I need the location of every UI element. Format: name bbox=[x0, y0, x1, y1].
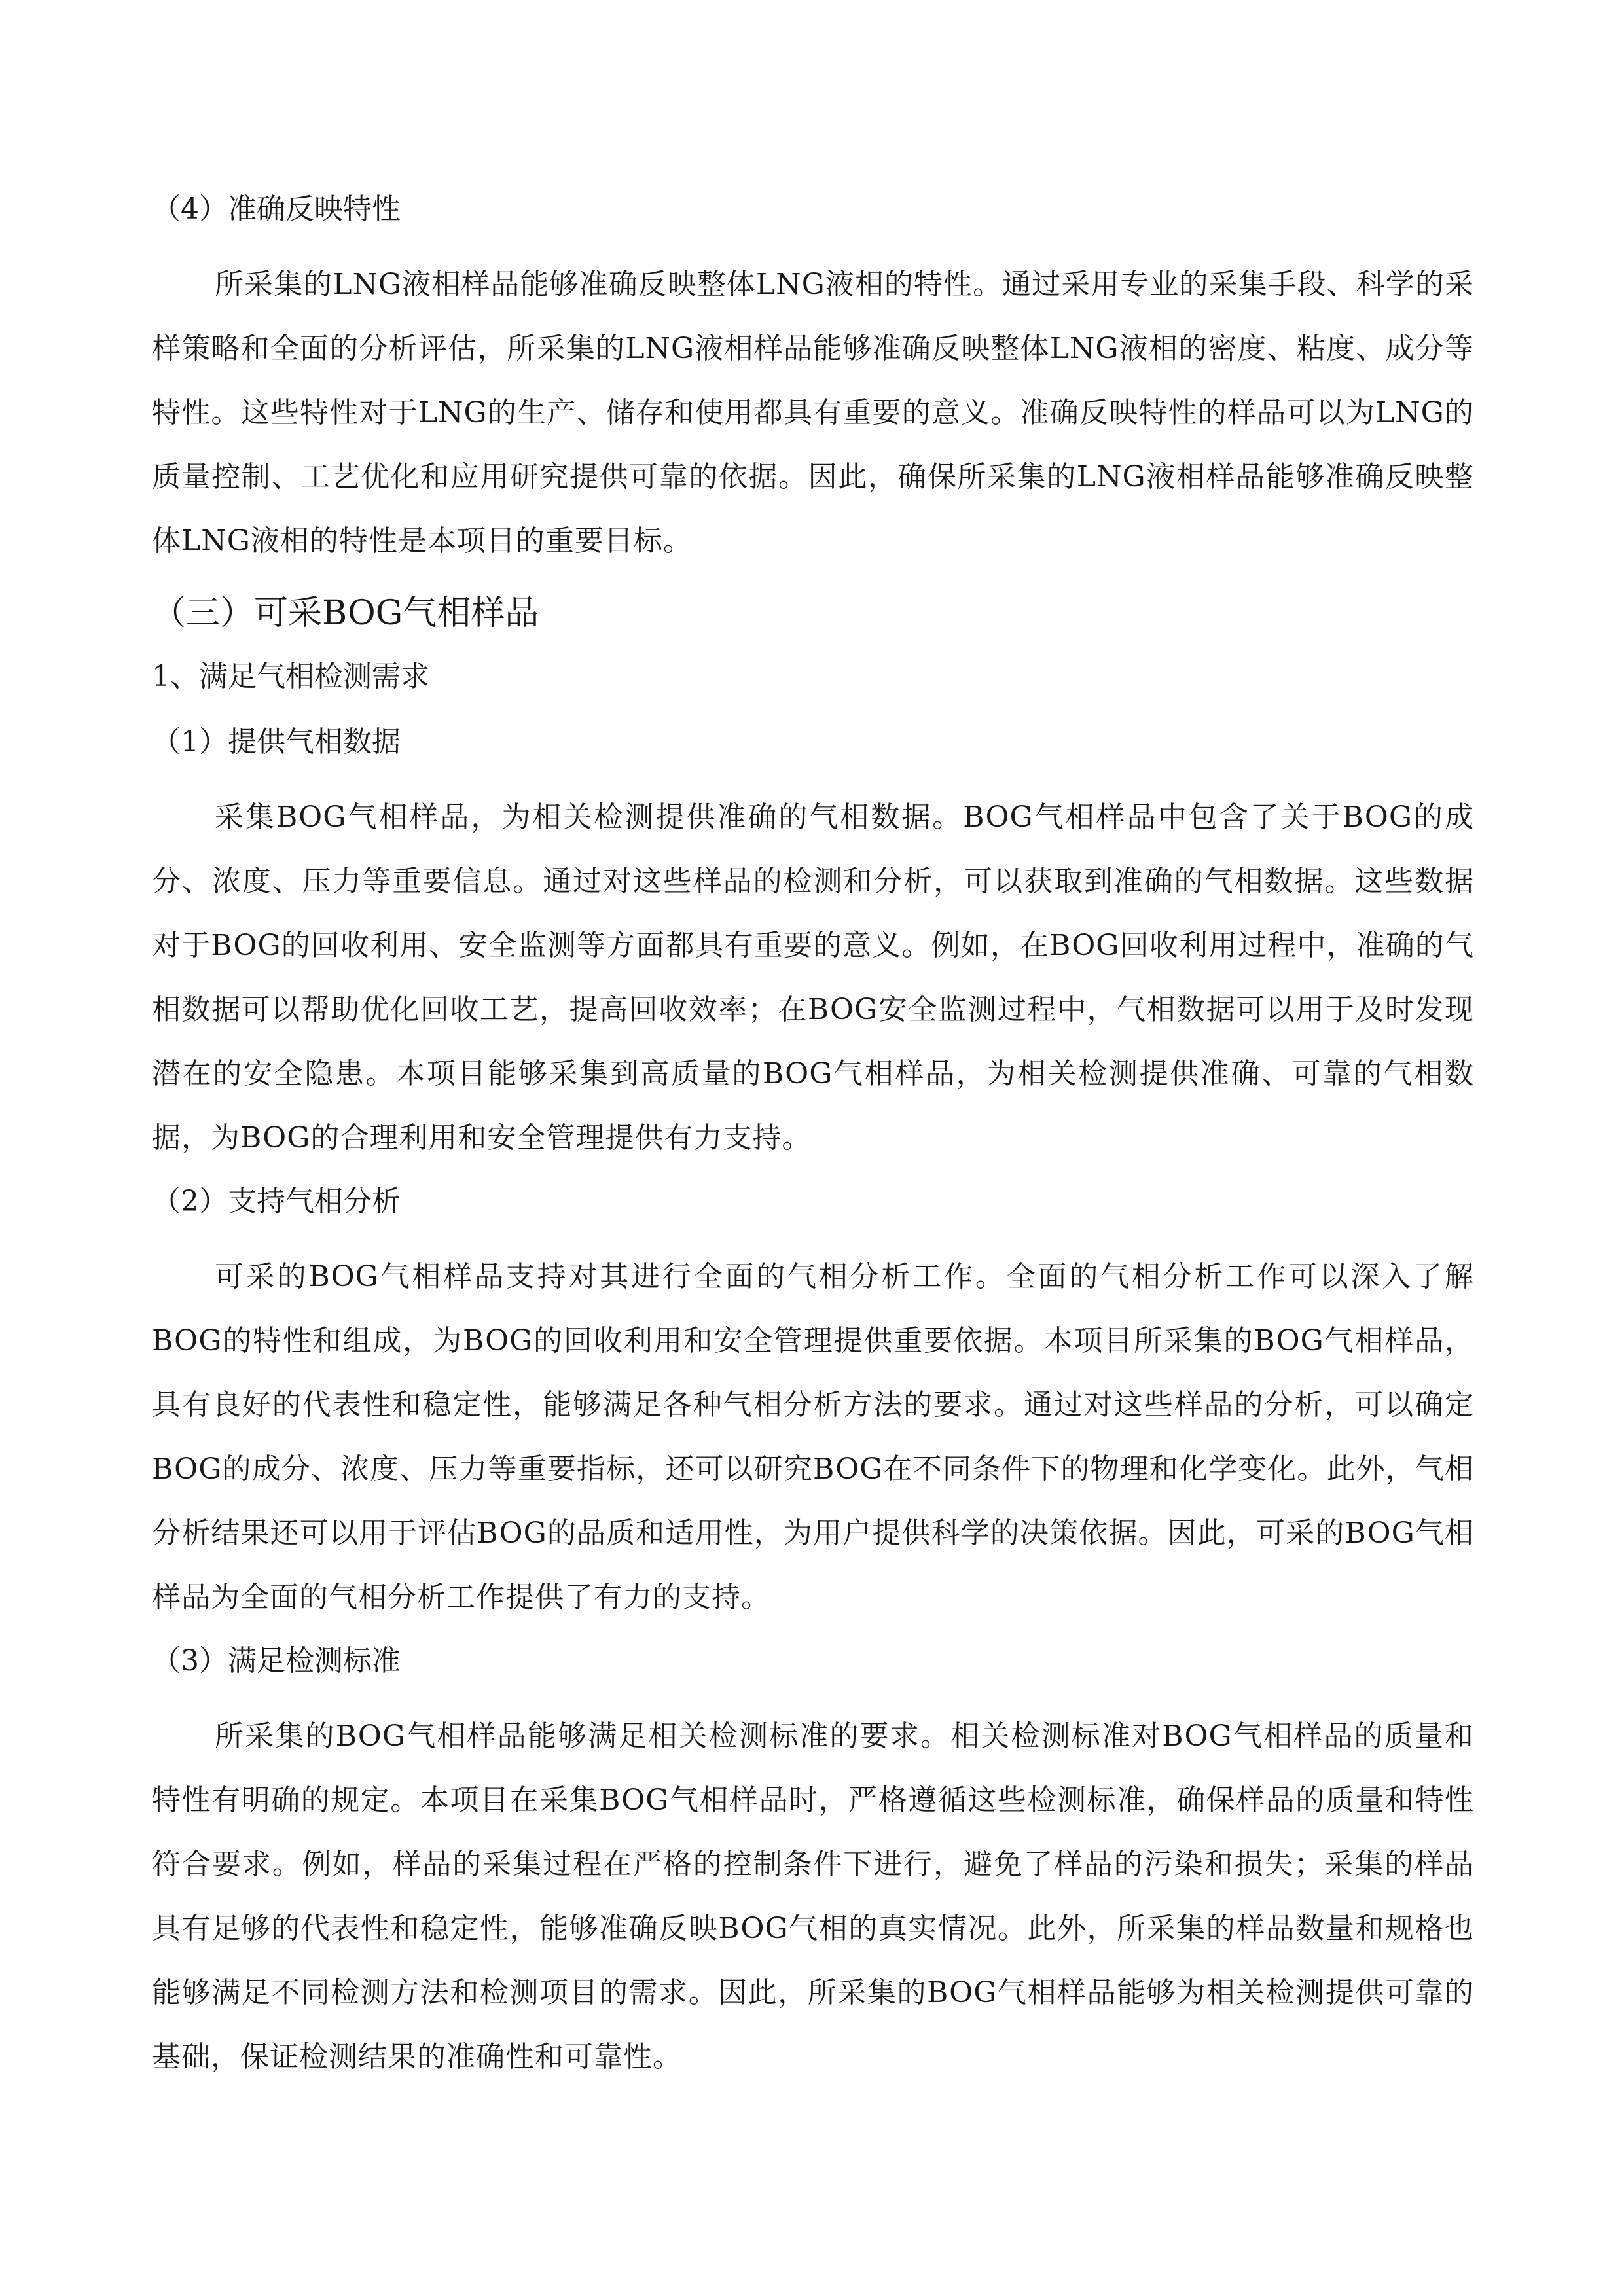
heading-meet-standards: （3）满足检测标准 bbox=[152, 1644, 401, 1677]
paragraph-support-gas-analysis: 可采的BOG气相样品支持对其进行全面的气相分析工作。全面的气相分析工作可以深入了解BOG的特性和组成，为BOG的回收利用和安全管理提供重要依据。本项目所采集的BOG气相样品，具有良好的代表性和稳定性，能够满足各种气相分析方法的要求。通过对这些样品的分析，可以确定BOG的成分、浓度、压力等重要指标，还可以研究BOG在不同条件下的物理和化学变化。此外，气相分析结果还可以用于评估BOG的品质和适用性，为用户提供科学的决策依据。因此，可采的BOG气相样品为全面的气相分析工作提供了有力的支持。 bbox=[152, 1260, 1474, 1614]
paragraph-provide-gas-data: 采集BOG气相样品，为相关检测提供准确的气相数据。BOG气相样品中包含了关于BOG的成分、浓度、压力等重要信息。通过对这些样品的检测和分析，可以获取到准确的气相数据。这些数据对于BOG的回收利用、安全监测等方面都具有重要的意义。例如，在BOG回收利用过程中，准确的气相数据可以帮助优化回收工艺，提高回收效率；在BOG安全监测过程中，气相数据可以用于及时发现潜在的安全隐患。本项目能够采集到高质量的BOG气相样品，为相关检测提供准确、可靠的气相数据，为BOG的合理利用和安全管理提供有力支持。 bbox=[152, 800, 1474, 1155]
paragraph-accurate-characteristics: 所采集的LNG液相样品能够准确反映整体LNG液相的特性。通过采用专业的采集手段、科学的采样策略和全面的分析评估，所采集的LNG液相样品能够准确反映整体LNG液相的密度、粘度、成分等特性。这些特性对于LNG的生产、储存和使用都具有重要的意义。准确反映特性的样品可以为LNG的质量控制、工艺优化和应用研究提供可靠的依据。因此，确保所采集的LNG液相样品能够准确反映整体LNG液相的特性是本项目的重要目标。 bbox=[152, 268, 1474, 558]
page-content bbox=[152, 190, 1474, 2101]
heading-accurate-characteristics: （4）准确反映特性 bbox=[152, 192, 401, 226]
heading-support-gas-analysis: （2）支持气相分析 bbox=[152, 1185, 401, 1218]
subsection-heading-gas-detection: 1、满足气相检测需求 bbox=[152, 660, 429, 693]
paragraph-meet-standards: 所采集的BOG气相样品能够满足相关检测标准的要求。相关检测标准对BOG气相样品的质量和特性有明确的规定。本项目在采集BOG气相样品时，严格遵循这些检测标准，确保样品的质量和特性符合要求。例如，样品的采集过程在严格的控制条件下进行，避免了样品的污染和损失；采集的样品具有足够的代表性和稳定性，能够准确反映BOG气相的真实情况。此外，所采集的样品数量和规格也能够满足不同检测方法和检测项目的需求。因此，所采集的BOG气相样品能够为相关检测提供可靠的基础，保证检测结果的准确性和可靠性。 bbox=[152, 1719, 1474, 2073]
section-heading-bog-samples: （三）可采BOG气相样品 bbox=[152, 594, 539, 633]
heading-provide-gas-data: （1）提供气相数据 bbox=[152, 725, 401, 759]
